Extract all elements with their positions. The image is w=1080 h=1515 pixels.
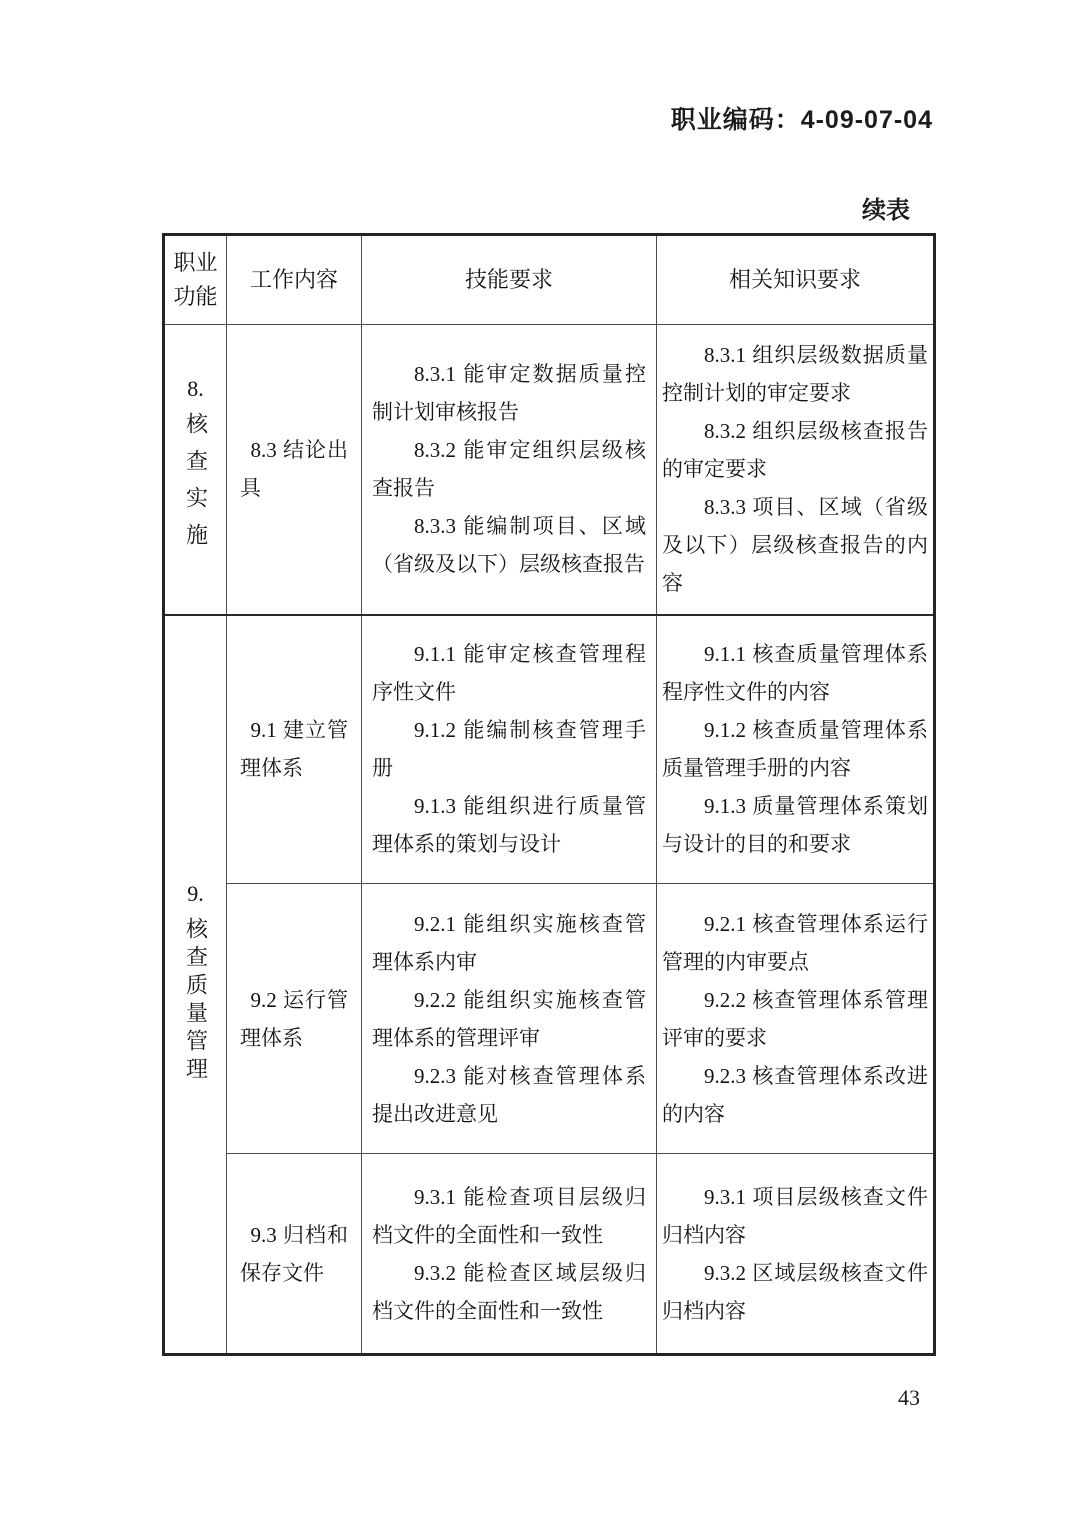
skill-item: 9.1.1 能审定核查管理程序性文件 [372, 642, 646, 705]
skill-item: 9.2.3 能对核查管理体系提出改进意见 [372, 1063, 646, 1126]
column-header-skills: 技能要求 [362, 235, 657, 325]
knowledge-cell [657, 325, 935, 615]
knowledge-item: 8.3.3 项目、区域（省级及以下）层级核查报告的内容 [662, 495, 928, 596]
knowledge-item: 8.3.1 组织层级数据质量控制计划的审定要求 [662, 343, 928, 406]
knowledge-cell [657, 615, 935, 884]
skill-item: 9.1.2 能编制核查管理手册 [372, 718, 646, 781]
table-row [164, 615, 935, 884]
page-number: 43 [898, 1385, 920, 1410]
skills-cell [362, 615, 657, 884]
skill-item: 9.3.2 能检查区域层级归档文件的全面性和一致性 [372, 1260, 646, 1323]
knowledge-item: 9.2.1 核查管理体系运行管理的内审要点 [662, 911, 928, 974]
skill-item: 9.1.3 能组织进行质量管理体系的策划与设计 [372, 794, 646, 857]
occupation-code-header: 职业编码：4-09-07-04 [670, 106, 933, 134]
skills-cell [362, 1154, 657, 1355]
knowledge-item: 9.3.1 项目层级核查文件归档内容 [662, 1184, 928, 1247]
knowledge-cell [657, 884, 935, 1154]
table-header-row [164, 235, 935, 325]
section-9-function-cell [164, 615, 227, 1355]
skill-item: 9.2.1 能组织实施核查管理体系内审 [372, 911, 646, 974]
task-cell: 8.3 结论出具 [227, 325, 362, 615]
knowledge-item: 8.3.2 组织层级核查报告的审定要求 [662, 419, 928, 482]
knowledge-item: 9.1.2 核查质量管理体系质量管理手册的内容 [662, 718, 928, 781]
column-header-task: 工作内容 [227, 235, 362, 325]
table-row [164, 1154, 935, 1355]
skills-cell [362, 884, 657, 1154]
skill-item: 9.3.1 能检查项目层级归档文件的全面性和一致性 [372, 1184, 646, 1247]
knowledge-item: 9.2.2 核查管理体系管理评审的要求 [662, 987, 928, 1050]
section-name: 核查质量管理 [183, 917, 209, 1086]
knowledge-item: 9.3.2 区域层级核查文件归档内容 [662, 1260, 928, 1323]
knowledge-item: 9.2.3 核查管理体系改进的内容 [662, 1063, 928, 1126]
skill-item: 8.3.3 能编制项目、区域（省级及以下）层级核查报告 [372, 514, 646, 577]
table-row [164, 325, 935, 615]
knowledge-item: 9.1.3 质量管理体系策划与设计的目的和要求 [662, 794, 928, 857]
task-cell: 9.1 建立管理体系 [227, 615, 362, 884]
section-number: 8. [187, 376, 204, 402]
occupation-skill-table [162, 233, 936, 1356]
section-8-function-cell [164, 325, 227, 615]
skill-item: 8.3.1 能审定数据质量控制计划审核报告 [372, 362, 646, 425]
task-cell: 9.3 归档和保存文件 [227, 1154, 362, 1355]
knowledge-cell [657, 1154, 935, 1355]
column-header-knowledge: 相关知识要求 [657, 235, 935, 325]
section-number: 9. [187, 881, 204, 907]
continued-table-label: 续表 [862, 198, 910, 224]
skills-cell [362, 325, 657, 615]
section-name: 核查实施 [183, 412, 209, 561]
knowledge-item: 9.1.1 核查质量管理体系程序性文件的内容 [662, 642, 928, 705]
task-cell: 9.2 运行管理体系 [227, 884, 362, 1154]
column-header-function: 职业功能 [164, 235, 227, 325]
table-row [164, 884, 935, 1154]
skill-item: 9.2.2 能组织实施核查管理体系的管理评审 [372, 987, 646, 1050]
skill-item: 8.3.2 能审定组织层级核查报告 [372, 438, 646, 501]
